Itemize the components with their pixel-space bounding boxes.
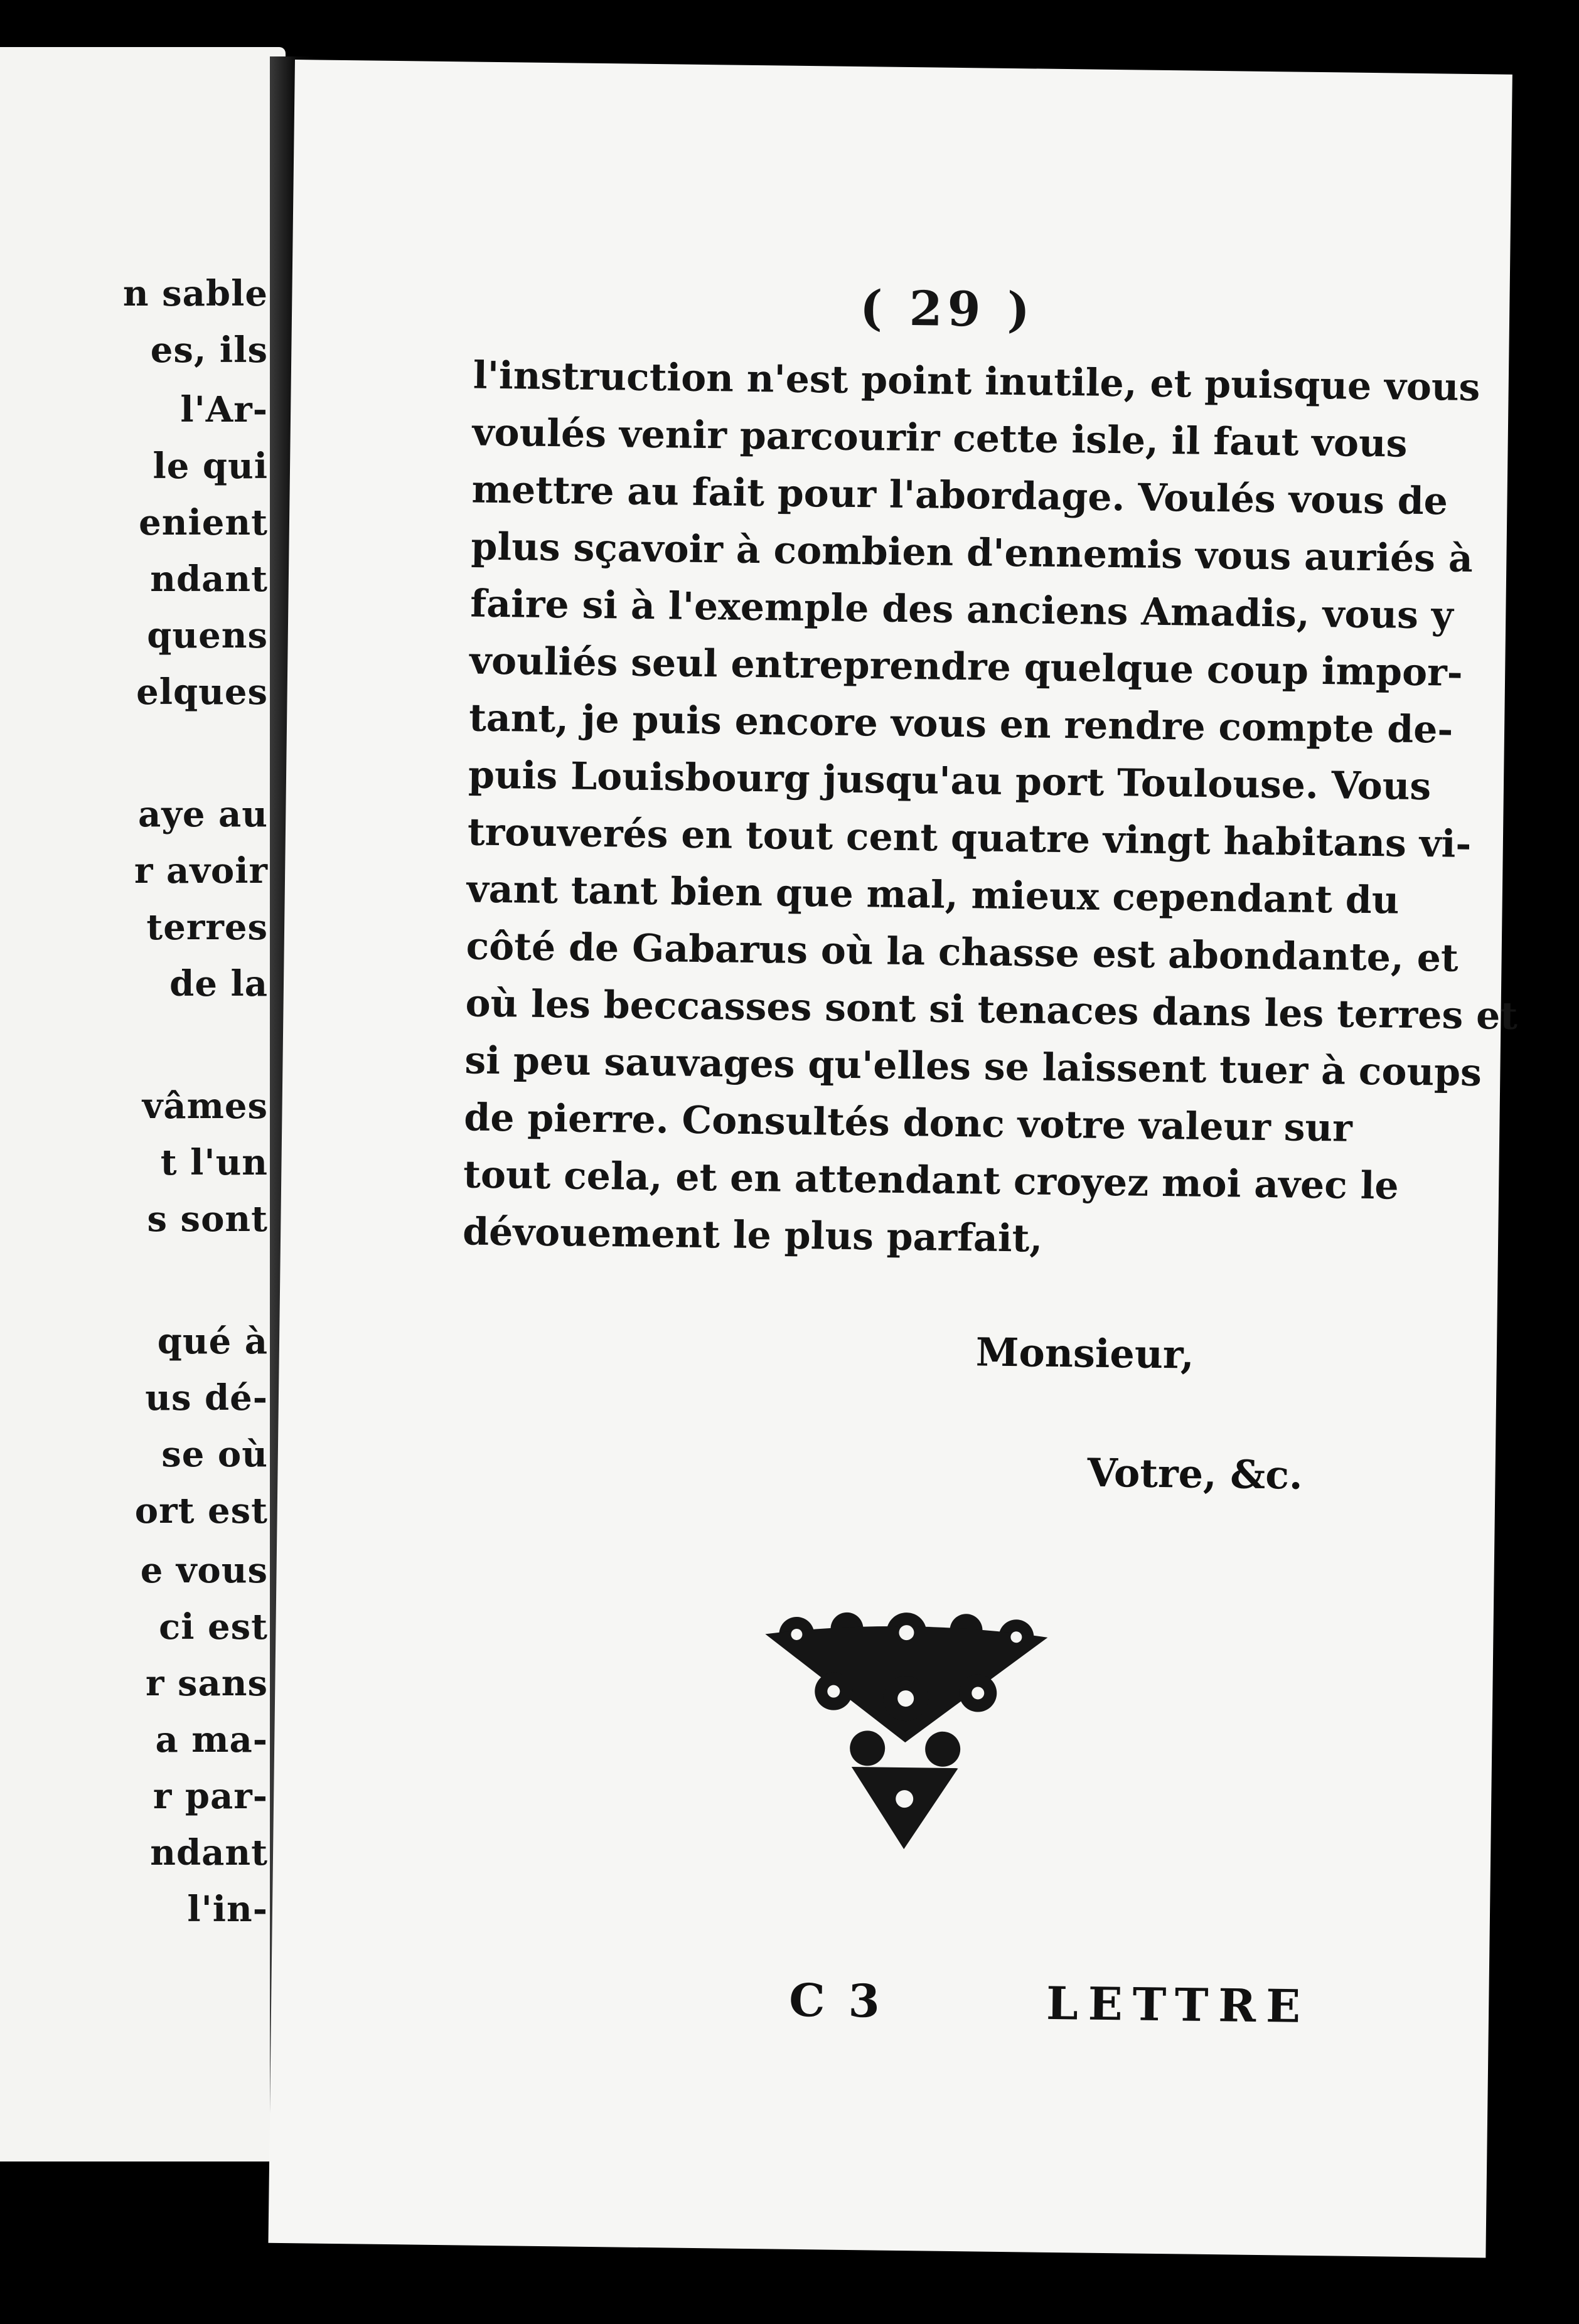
body-line: tout cela, et en attendant croyez moi avec le [463,1153,1400,1208]
left-page-fragment-line: l'Ar- [180,389,268,430]
body-line: vouliés seul entreprendre quelque coup impor- [469,639,1464,695]
body-text [462,348,1518,1272]
left-page-fragment-line: qué à [157,1321,268,1362]
body-line: où les beccasses sont si tenaces dans les terres et [465,981,1518,1038]
left-page-fragment-line: s sont [147,1198,268,1240]
left-page-fragment-line: quens [147,615,268,656]
left-page-fragment-line: de la [169,963,268,1005]
closing-salutation: Monsieur, [975,1329,1195,1378]
left-page-fragment-line: vâmes [142,1085,268,1127]
body-line: plus sçavoir à combien d'ennemis vous auriés à [471,525,1474,581]
left-page-fragment [0,47,286,2161]
left-page-fragment-line: r sans [145,1663,268,1704]
body-line: trouverés en tout cent quatre vingt habitans vi- [467,810,1472,866]
signature: Votre, &c. [1087,1449,1303,1498]
left-page-fragment-line: terres [146,907,268,948]
body-line: côté de Gabarus où la chasse est abondante, et [466,924,1459,981]
body-line: mettre au fait pour l'abordage. Voulés vous de [471,467,1448,524]
body-line: puis Louisbourg jusqu'au port Toulouse. Vous [468,753,1432,809]
fleuron-ornament-icon [756,1609,1054,1863]
left-page-fragment-line: e vous [140,1550,268,1591]
left-page-fragment-line: ort est [134,1490,268,1532]
body-line: de pierre. Consultés donc votre valeur sur [463,1095,1353,1151]
body-line: vant tant bien que mal, mieux cependant du [466,867,1400,923]
left-page-fragment-line: se où [161,1434,268,1475]
left-page-fragment-line: le qui [153,445,268,487]
left-page-fragment-line: es, ils [150,329,268,371]
signature-mark: C 3 [788,1973,884,2028]
left-page-fragment-line: us dé- [145,1377,268,1419]
left-page-fragment-line: ci est [159,1606,268,1648]
left-page-fragment-line: a ma- [155,1719,268,1761]
left-page-fragment-line: aye au [138,794,268,835]
left-page-fragment-line: enient [139,502,268,543]
left-page-fragment-line: ndant [150,1832,268,1874]
body-line: si peu sauvages qu'elles se laissent tuer à coups [464,1038,1482,1095]
body-line: l'instruction n'est point inutile, et puisque vous [473,353,1480,410]
body-line: faire si à l'exemple des anciens Amadis, vous y [469,582,1454,638]
body-line: dévouement le plus parfait, [462,1210,1043,1261]
left-page-fragment-line: r par- [153,1776,268,1817]
right-page [268,60,1518,2257]
left-page-fragment-line: elques [136,671,268,713]
left-page-fragment-line: l'in- [187,1889,268,1930]
left-page-fragment-line: ndant [150,558,268,600]
left-page-fragment-line: n sable [122,273,268,314]
left-page-fragment-line: t l'un [160,1142,268,1183]
left-page-fragment-line: r avoir [134,850,268,892]
page-number: ( 29 ) [859,280,1036,338]
body-line: voulés venir parcourir cette isle, il faut vous [472,410,1408,466]
body-line: tant, je puis encore vous en rendre compte de- [468,696,1453,752]
catchword: LETTRE [1046,1976,1311,2033]
